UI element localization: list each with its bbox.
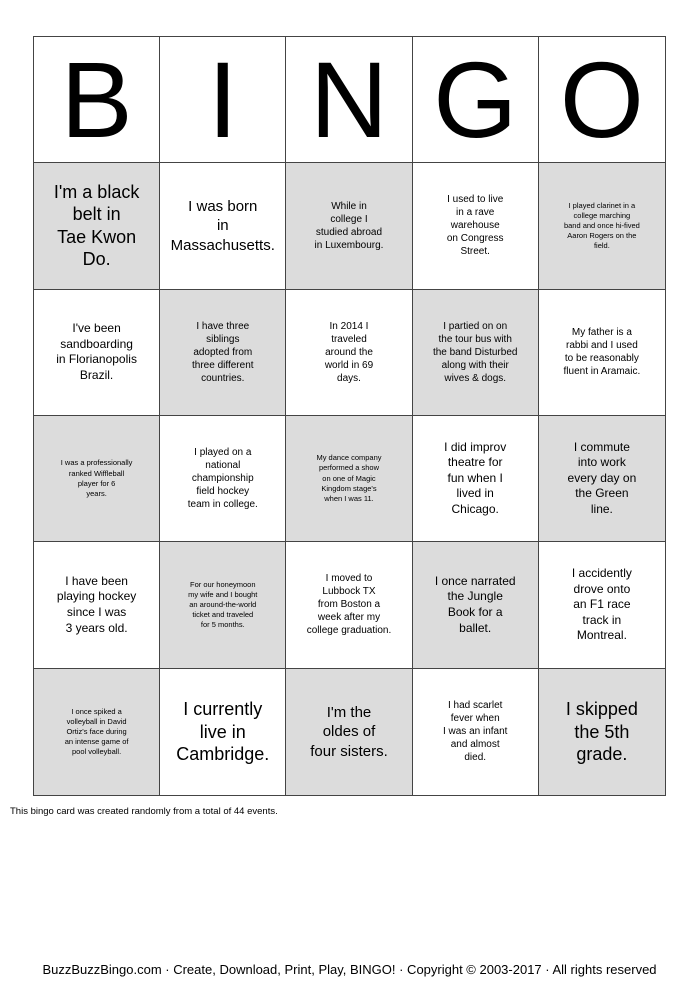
bingo-square-text: My dance company performed a show on one of Magic Kingdom stage's when I was 11.: [316, 453, 382, 503]
bingo-square-text: I played on a national championship field hockey team in college.: [187, 447, 258, 511]
bingo-square: [34, 542, 160, 668]
header-letter-o: O: [539, 37, 665, 163]
bingo-square-text: I currently live in Cambridge.: [176, 699, 270, 765]
header-letter-n: N: [286, 37, 412, 163]
bingo-square-text: I commute into work every day on the Green line.: [567, 439, 637, 517]
bingo-square-text: I accidently drove onto an F1 race track in Montreal.: [571, 566, 632, 643]
bingo-square-text: I used to live in a rave warehouse on Congress Street.: [446, 194, 504, 258]
bingo-square: [34, 669, 160, 795]
bingo-square-text: I've been sandboarding in Florianopolis Brazil.: [56, 321, 137, 382]
bingo-square: [160, 163, 286, 289]
bingo-square: [286, 669, 412, 795]
bingo-square: [413, 542, 539, 668]
bingo-square-text: I played clarinet in a college marching band and once hi-fived Aaron Rogers on the field.: [563, 200, 640, 251]
bingo-square-text: I was born in Massachusetts.: [170, 197, 275, 254]
bingo-square-text: I once narrated the Jungle Book for a ballet.: [434, 573, 516, 635]
bingo-square-text: I have been playing hockey since I was 3 years old.: [56, 573, 137, 635]
bingo-square-text: My father is a rabbi and I used to be reasonably fluent in Aramaic.: [563, 327, 641, 378]
bingo-square-text: I have three siblings adopted from three different countries.: [192, 320, 254, 384]
card-note: This bingo card was created randomly from a total of 44 events.: [10, 806, 278, 817]
bingo-square-text: For our honeymoon my wife and I bought an around-the-world ticket and traveled for 5 months.: [188, 579, 258, 630]
bingo-square: [539, 669, 665, 795]
bingo-square: [34, 416, 160, 542]
bingo-square: [413, 416, 539, 542]
bingo-square-text: While in college I studied abroad in Luxembourg.: [314, 200, 384, 251]
bingo-square: [539, 416, 665, 542]
bingo-square: [160, 416, 286, 542]
page-footer: BuzzBuzzBingo.com · Create, Download, Print, Play, BINGO! · Copyright © 2003-2017 · All rights reserved: [42, 962, 657, 977]
bingo-square: [286, 290, 412, 416]
bingo-square-text: I skipped the 5th grade.: [565, 699, 638, 765]
bingo-square-text: I'm a black belt in Tae Kwon Do.: [53, 181, 140, 270]
bingo-card: [33, 36, 666, 796]
bingo-square: [413, 290, 539, 416]
bingo-square: [286, 163, 412, 289]
bingo-square-text: I'm the oldes of four sisters.: [310, 703, 388, 760]
bingo-square: [34, 163, 160, 289]
bingo-square-text: I partied on on the tour bus with the band Disturbed along with their wives & dogs.: [432, 320, 518, 384]
bingo-square: [160, 290, 286, 416]
bingo-square: [286, 542, 412, 668]
header-letter-i: I: [160, 37, 286, 163]
bingo-square: [539, 542, 665, 668]
header-letter-b: B: [34, 37, 160, 163]
bingo-square: [413, 163, 539, 289]
bingo-square-text: In 2014 I traveled around the world in 69 days.: [324, 320, 374, 384]
bingo-square-text: I once spiked a volleyball in David Ortiz's face during an intense game of pool volleyball.: [64, 706, 129, 757]
bingo-square: [286, 416, 412, 542]
bingo-square: [539, 290, 665, 416]
bingo-square-text: I did improv theatre for fun when I lived in Chicago.: [444, 439, 507, 517]
bingo-square: [160, 669, 286, 795]
bingo-square-text: I moved to Lubbock TX from Boston a week after my college graduation.: [306, 573, 392, 637]
bingo-square: [34, 290, 160, 416]
bingo-square: [413, 669, 539, 795]
header-letter-g: G: [413, 37, 539, 163]
bingo-square: [160, 542, 286, 668]
bingo-square: [539, 163, 665, 289]
bingo-square-text: I had scarlet fever when I was an infant and almost died.: [442, 700, 508, 764]
bingo-square-text: I was a professionally ranked Wiffleball player for 6 years.: [60, 458, 133, 498]
